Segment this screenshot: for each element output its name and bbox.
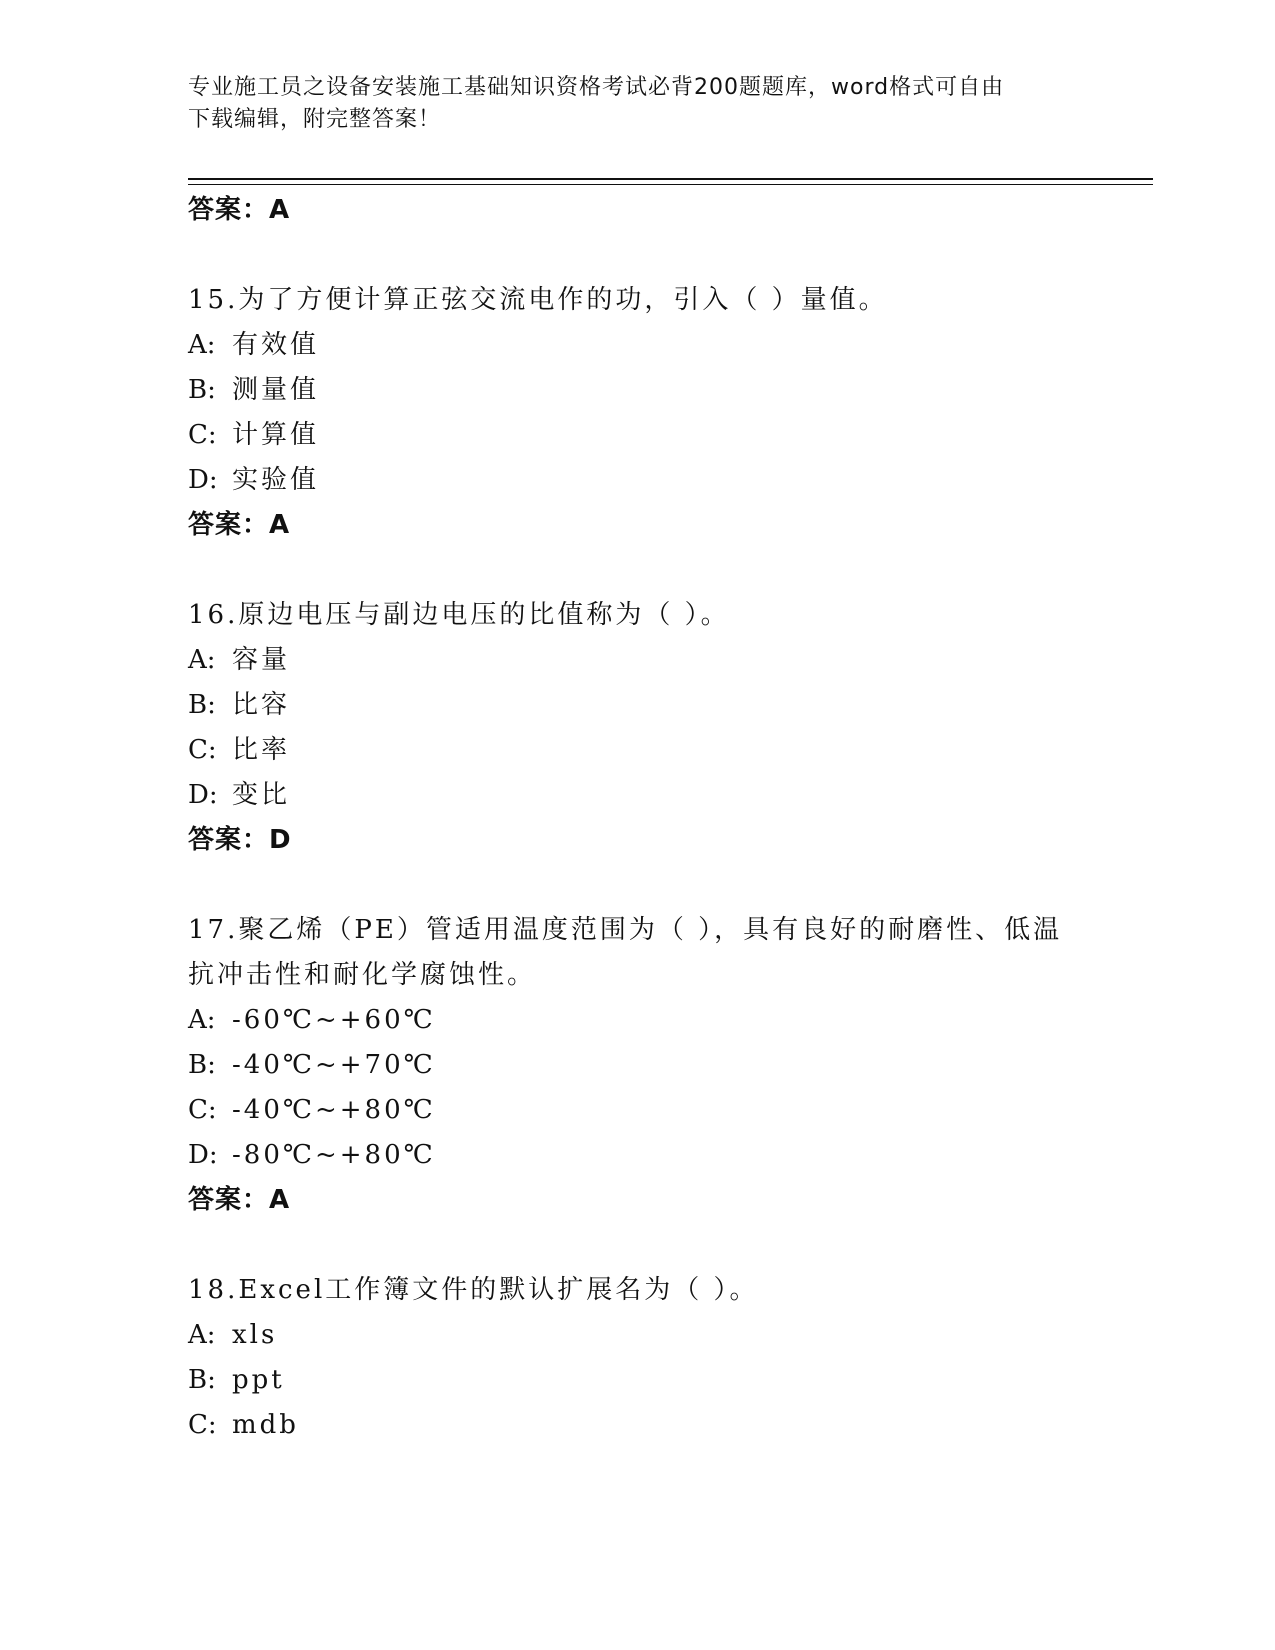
document-header bbox=[188, 72, 1068, 136]
option-c: C: mdb bbox=[188, 1410, 299, 1440]
question-stem-line-2: 抗冲击性和耐化学腐蚀性。 bbox=[188, 960, 537, 990]
answer-previous: 答案：A bbox=[188, 195, 291, 225]
header-divider-thick bbox=[188, 178, 1153, 180]
option-a: A: 有效值 bbox=[188, 330, 320, 360]
option-d: D: 变比 bbox=[188, 780, 291, 810]
question-18 bbox=[188, 1268, 1068, 1448]
option-a: A: xls bbox=[188, 1320, 278, 1350]
option-c: C: 计算值 bbox=[188, 420, 320, 450]
option-b: B: 测量值 bbox=[188, 375, 320, 405]
question-16 bbox=[188, 593, 1068, 818]
option-c: C: 比率 bbox=[188, 735, 291, 765]
question-stem-line-1: 17.聚乙烯（PE）管适用温度范围为（ ），具有良好的耐磨性、低温 bbox=[188, 915, 1063, 945]
question-stem: 18.Excel工作簿文件的默认扩展名为（ ）。 bbox=[188, 1275, 759, 1305]
question-stem: 16.原边电压与副边电压的比值称为（ ）。 bbox=[188, 600, 730, 630]
header-line-2: 下载编辑，附完整答案！ bbox=[188, 107, 442, 132]
option-b: B: 比容 bbox=[188, 690, 291, 720]
answer-15: 答案：A bbox=[188, 510, 291, 540]
answer-17: 答案：A bbox=[188, 1185, 291, 1215]
header-divider-thin bbox=[188, 184, 1153, 185]
header-line-1: 专业施工员之设备安装施工基础知识资格考试必背200题题库，word格式可自由 bbox=[188, 75, 1005, 100]
question-stem: 15.为了方便计算正弦交流电作的功，引入（ ）量值。 bbox=[188, 285, 888, 315]
option-d: D: -80℃~+80℃ bbox=[188, 1140, 436, 1170]
answer-16: 答案：D bbox=[188, 825, 292, 855]
question-15 bbox=[188, 278, 1068, 503]
option-c: C: -40℃~+80℃ bbox=[188, 1095, 436, 1125]
option-a: A: -60℃~+60℃ bbox=[188, 1005, 436, 1035]
option-d: D: 实验值 bbox=[188, 465, 320, 495]
option-a: A: 容量 bbox=[188, 645, 291, 675]
option-b: B: ppt bbox=[188, 1365, 285, 1395]
question-17 bbox=[188, 908, 1068, 1178]
option-b: B: -40℃~+70℃ bbox=[188, 1050, 436, 1080]
